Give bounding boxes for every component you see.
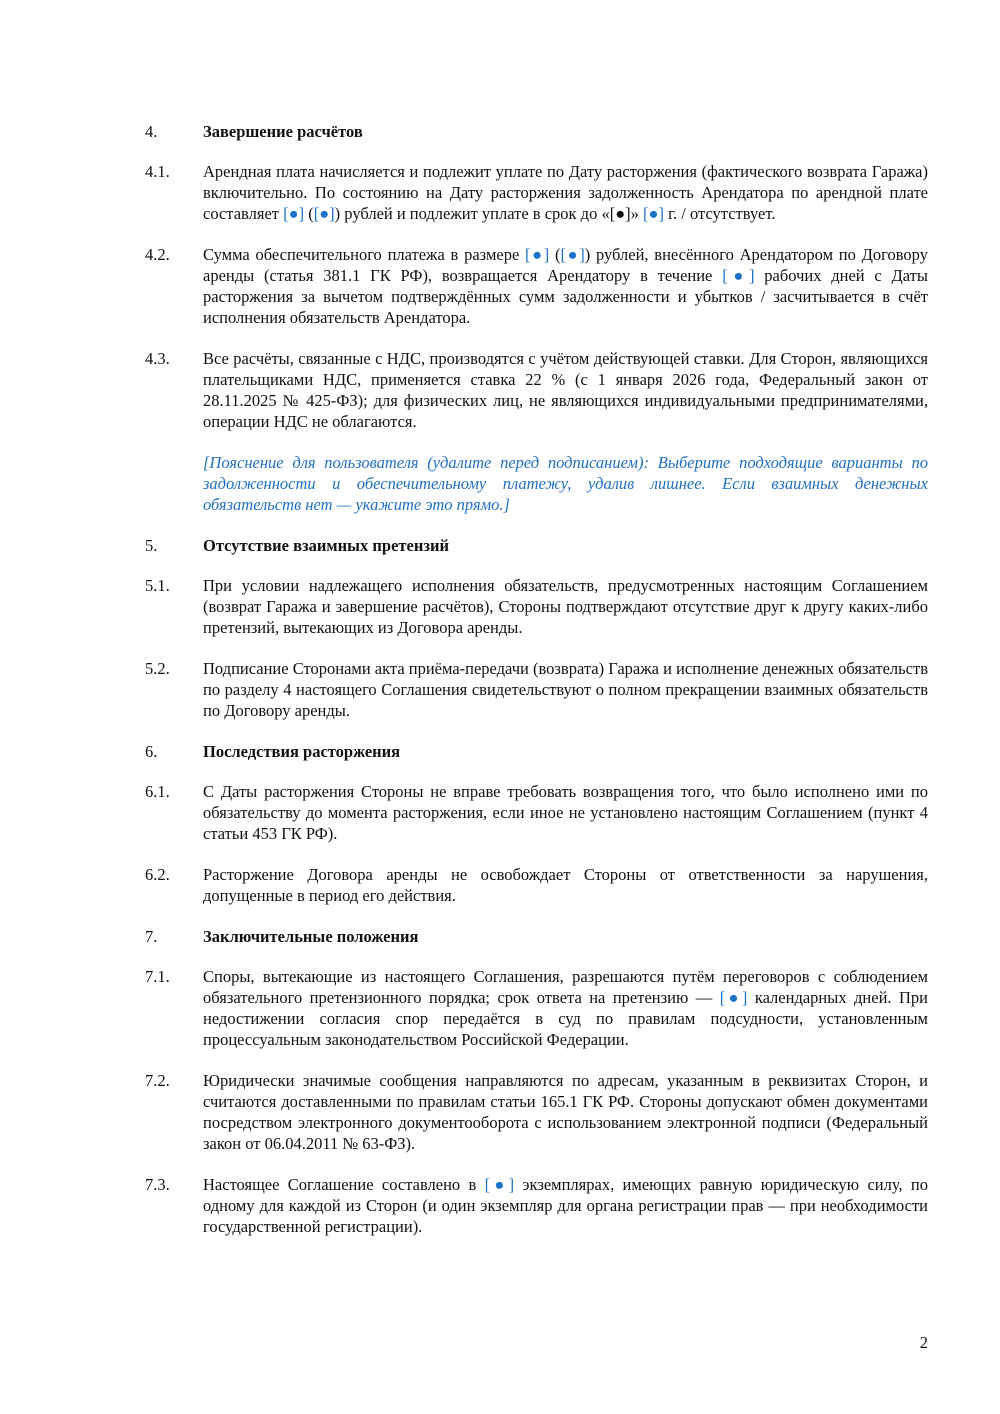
clause-text: Юридически значимые сообщения направляются по адресам, указанным в реквизитах Сторон, и считаются доставленными по правилам статьи 165.1 ГК РФ. Стороны допускают обмен документами посредством электронного документооборота с использованием электронной подписи (Федеральный закон от 06.04.2011 № 63-ФЗ). (203, 1071, 928, 1153)
clause-number: 4.1. (145, 162, 170, 181)
clause-number: 5.1. (145, 576, 170, 595)
user-note: [Пояснение для пользователя (удалите перед подписанием): Выберите подходящие варианты по задолженности и обеспечительному платежу, удалив лишнее. Если взаимных денежных обязательств нет — укажите это прямо.] (203, 453, 928, 514)
section-heading (145, 121, 928, 142)
section-heading (145, 741, 928, 762)
section-heading (145, 926, 928, 947)
section-number: 5. (145, 536, 158, 555)
clause-number: 7.1. (145, 967, 170, 986)
clause-text: Споры, вытекающие из настоящего Соглашения, разрешаются путём переговоров с соблюдением обязательного претензионного порядка; срок ответа на претензию — [●] календарных дней. При недостижении согласия спор передаётся в суд по правилам подсудности, установленным процессуальным законодательством Российской Федерации. (203, 967, 928, 1049)
page-number: 2 (919, 1333, 928, 1352)
clause (145, 348, 928, 432)
placeholder-marker: [●] (643, 204, 665, 223)
clause-text: Подписание Сторонами акта приёма-передачи (возврата) Гаража и исполнение денежных обязательств по разделу 4 настоящего Соглашения свидетельствуют о полном прекращении взаимных обязательств по Договору аренды. (203, 659, 928, 720)
clause (145, 575, 928, 638)
placeholder-marker: [●] (484, 1175, 515, 1194)
placeholder-marker: [●] (313, 204, 335, 223)
clause-number: 5.2. (145, 659, 170, 678)
clause-text: Арендная плата начисляется и подлежит уплате по Дату расторжения (фактического возврата Гаража) включительно. По состоянию на Дату расторжения задолженность Арендатора по арендной плате составляет [●] ([●]) рублей и подлежит уплате в срок до «[●]» [●] г. / отсутствует. (203, 162, 928, 223)
placeholder-marker: [●] (719, 988, 748, 1007)
section-number: 4. (145, 122, 158, 141)
clause (145, 864, 928, 906)
section-heading (145, 535, 928, 556)
section-title: Завершение расчётов (203, 122, 363, 141)
clause (145, 781, 928, 844)
clause (145, 1070, 928, 1154)
placeholder-marker: [●] (525, 245, 550, 264)
section-title: Отсутствие взаимных претензий (203, 536, 449, 555)
section-title: Заключительные положения (203, 927, 419, 946)
clause-text: Настоящее Соглашение составлено в [●] экземплярах, имеющих равную юридическую силу, по одному для каждой из Сторон (и один экземпляр для органа регистрации прав — при необходимости государственной регистрации). (203, 1175, 928, 1236)
clause-text: Расторжение Договора аренды не освобождает Стороны от ответственности за нарушения, допущенные в период его действия. (203, 865, 928, 905)
clause (145, 1174, 928, 1237)
clause-number: 6.2. (145, 865, 170, 884)
clause-text: Все расчёты, связанные с НДС, производятся с учётом действующей ставки. Для Сторон, являющихся плательщиками НДС, применяется ставка 22 % (с 1 января 2026 года, Федеральный закон от 28.11.2025 № 425-ФЗ); для физических лиц, не являющихся индивидуальными предпринимателями, операции НДС не облагаются. (203, 349, 928, 431)
clause-text: При условии надлежащего исполнения обязательств, предусмотренных настоящим Соглашением (возврат Гаража и завершение расчётов), Стороны подтверждают отсутствие друг к другу каких-либо претензий, вытекающих из Договора аренды. (203, 576, 928, 637)
section-title: Последствия расторжения (203, 742, 401, 761)
clause-text: С Даты расторжения Стороны не вправе требовать возвращения того, что было исполнено ими по обязательству до момента расторжения, если иное не установлено настоящим Соглашением (пункт 4 статьи 453 ГК РФ). (203, 782, 928, 843)
section-number: 7. (145, 927, 158, 946)
clause (145, 658, 928, 721)
clause-text: Сумма обеспечительного платежа в размере [●] ([●]) рублей, внесённого Арендатором по Договору аренды (статья 381.1 ГК РФ), возвращается Арендатору в течение [●] рабочих дней с Даты расторжения за вычетом подтверждённых сумм задолженности и убытков / засчитывается в счёт исполнения обязательств Арендатора. (203, 245, 928, 327)
clause-number: 4.3. (145, 349, 170, 368)
section-number: 6. (145, 742, 158, 761)
clause (145, 161, 928, 224)
clause (145, 966, 928, 1050)
clause-number: 4.2. (145, 245, 170, 264)
placeholder-marker: [●] (283, 204, 305, 223)
placeholder-marker: [●] (560, 245, 585, 264)
clause-number: 7.2. (145, 1071, 170, 1090)
placeholder-marker: [●] (722, 266, 755, 285)
clause-number: 7.3. (145, 1175, 170, 1194)
clause (145, 244, 928, 328)
clause-number: 6.1. (145, 782, 170, 801)
